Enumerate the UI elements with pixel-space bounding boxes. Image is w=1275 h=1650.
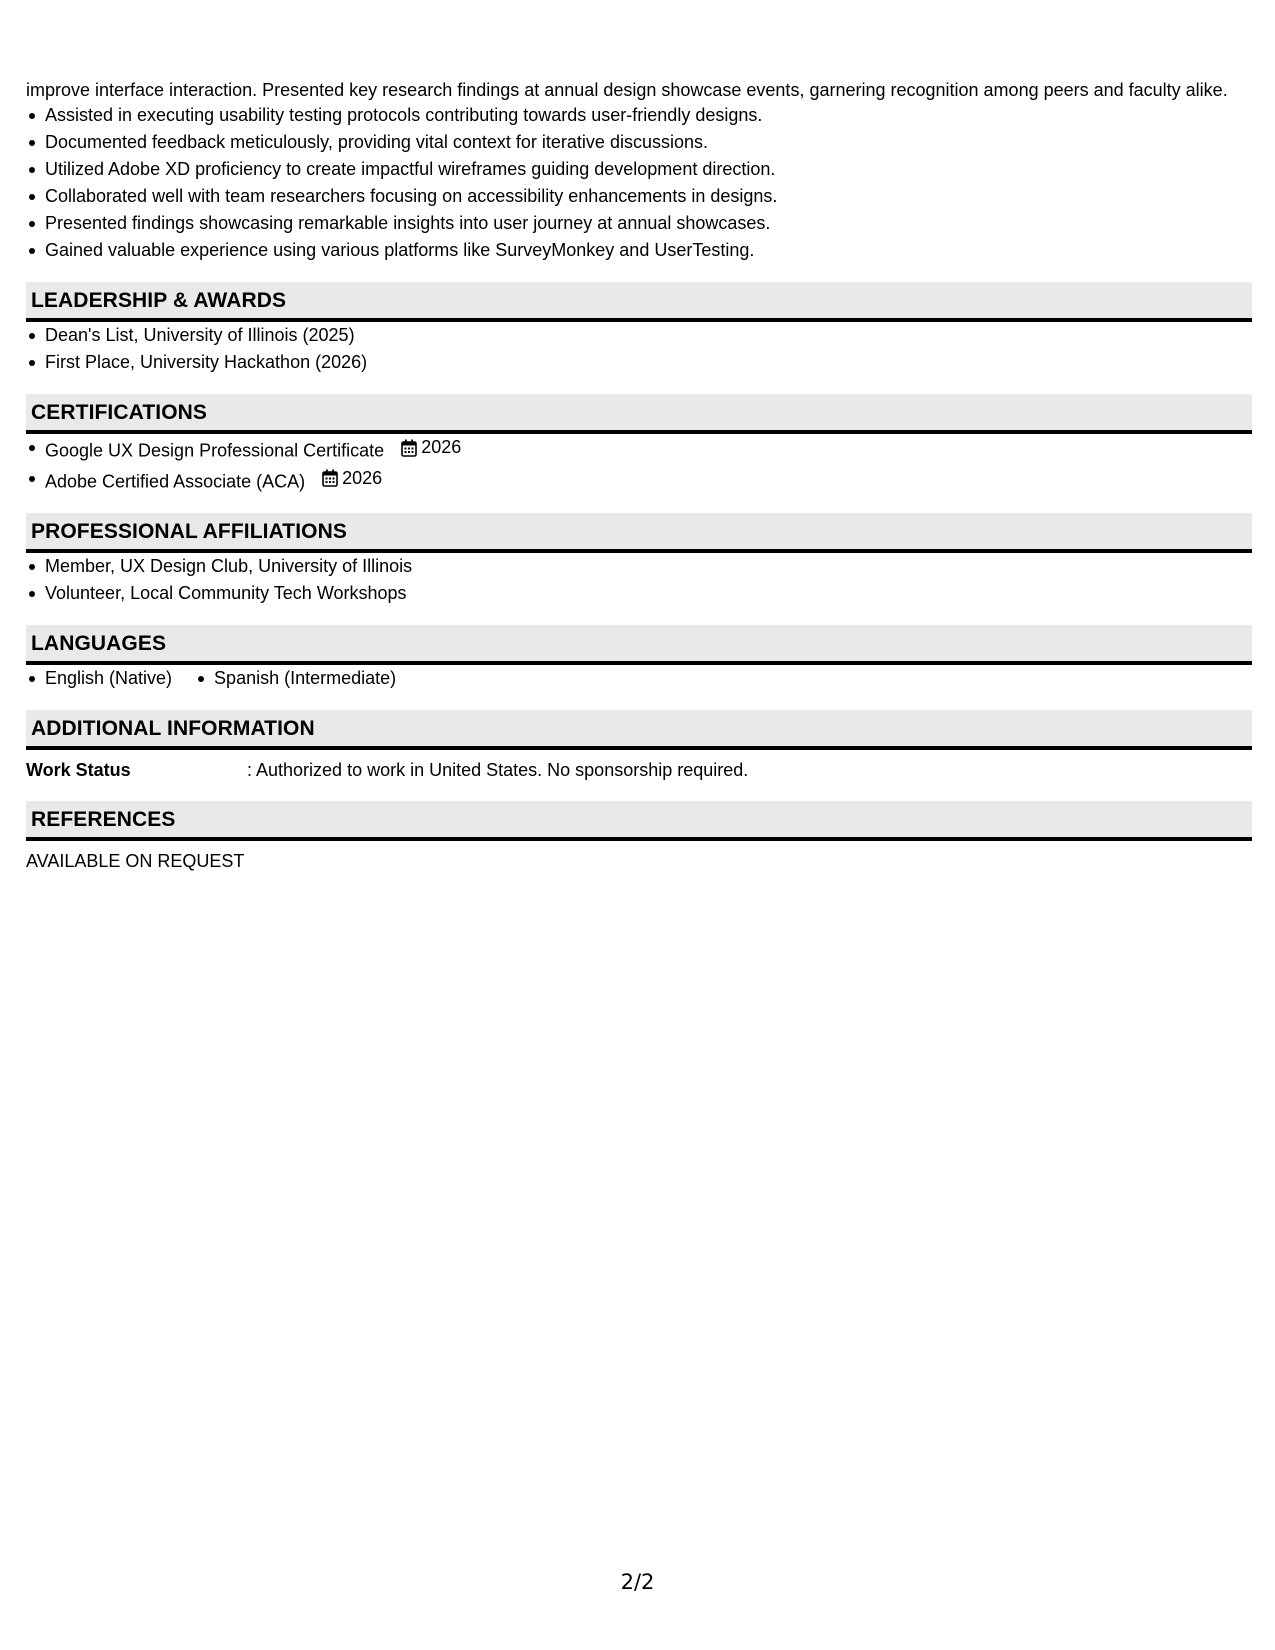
list-item: Gained valuable experience using various platforms like SurveyMonkey and UserTesting. — [45, 237, 1252, 264]
experience-bullets — [26, 102, 1252, 264]
list-item: Volunteer, Local Community Tech Workshops — [45, 580, 1252, 607]
leadership-list — [26, 322, 1252, 376]
certification-date — [401, 434, 461, 461]
certification-item — [45, 434, 1252, 465]
list-item: Member, UX Design Club, University of Illinois — [45, 553, 1252, 580]
list-item: Assisted in executing usability testing protocols contributing towards user-friendly designs. — [45, 102, 1252, 129]
section-heading-references: REFERENCES — [26, 801, 1252, 841]
certification-year: 2026 — [342, 467, 383, 488]
calendar-icon — [322, 469, 338, 487]
calendar-icon — [401, 439, 417, 457]
resume-page — [26, 78, 1252, 874]
list-item: Documented feedback meticulously, providing vital context for iterative discussions. — [45, 129, 1252, 156]
affiliations-list — [26, 553, 1252, 607]
section-heading-additional-info: ADDITIONAL INFORMATION — [26, 710, 1252, 750]
page-number: 2/2 — [620, 1570, 655, 1594]
certification-year: 2026 — [421, 437, 462, 457]
section-heading-leadership: LEADERSHIP & AWARDS — [26, 282, 1252, 322]
list-item: First Place, University Hackathon (2026) — [45, 349, 1252, 376]
certification-date — [322, 465, 382, 492]
language-item: Spanish (Intermediate) — [214, 665, 396, 692]
language-item: English (Native) — [45, 665, 172, 692]
work-status-label: Work Status — [26, 760, 131, 780]
work-status-row — [26, 757, 1252, 783]
section-heading-languages: LANGUAGES — [26, 625, 1252, 665]
section-heading-affiliations: PROFESSIONAL AFFILIATIONS — [26, 513, 1252, 553]
experience-paragraph: improve interface interaction. Presented key research findings at annual design showcase events, garnering recognition among peers and faculty alike. — [26, 80, 1228, 100]
certification-item — [45, 465, 1252, 496]
list-item: Presented findings showcasing remarkable insights into user journey at annual showcases. — [45, 210, 1252, 237]
certification-name: Adobe Certified Associate (ACA) — [45, 471, 306, 491]
list-item: Collaborated well with team researchers focusing on accessibility enhancements in designs. — [45, 183, 1252, 210]
certification-name: Google UX Design Professional Certificate — [45, 440, 385, 461]
certifications-list — [26, 434, 1252, 495]
languages-list — [26, 665, 1252, 692]
work-status-value: : Authorized to work in United States. No sponsorship required. — [247, 760, 749, 780]
list-item: Dean's List, University of Illinois (2025) — [45, 322, 1252, 349]
references-text: AVAILABLE ON REQUEST — [26, 851, 245, 871]
list-item: Utilized Adobe XD proficiency to create impactful wireframes guiding development direction. — [45, 156, 1252, 183]
section-heading-certifications: CERTIFICATIONS — [26, 394, 1252, 434]
